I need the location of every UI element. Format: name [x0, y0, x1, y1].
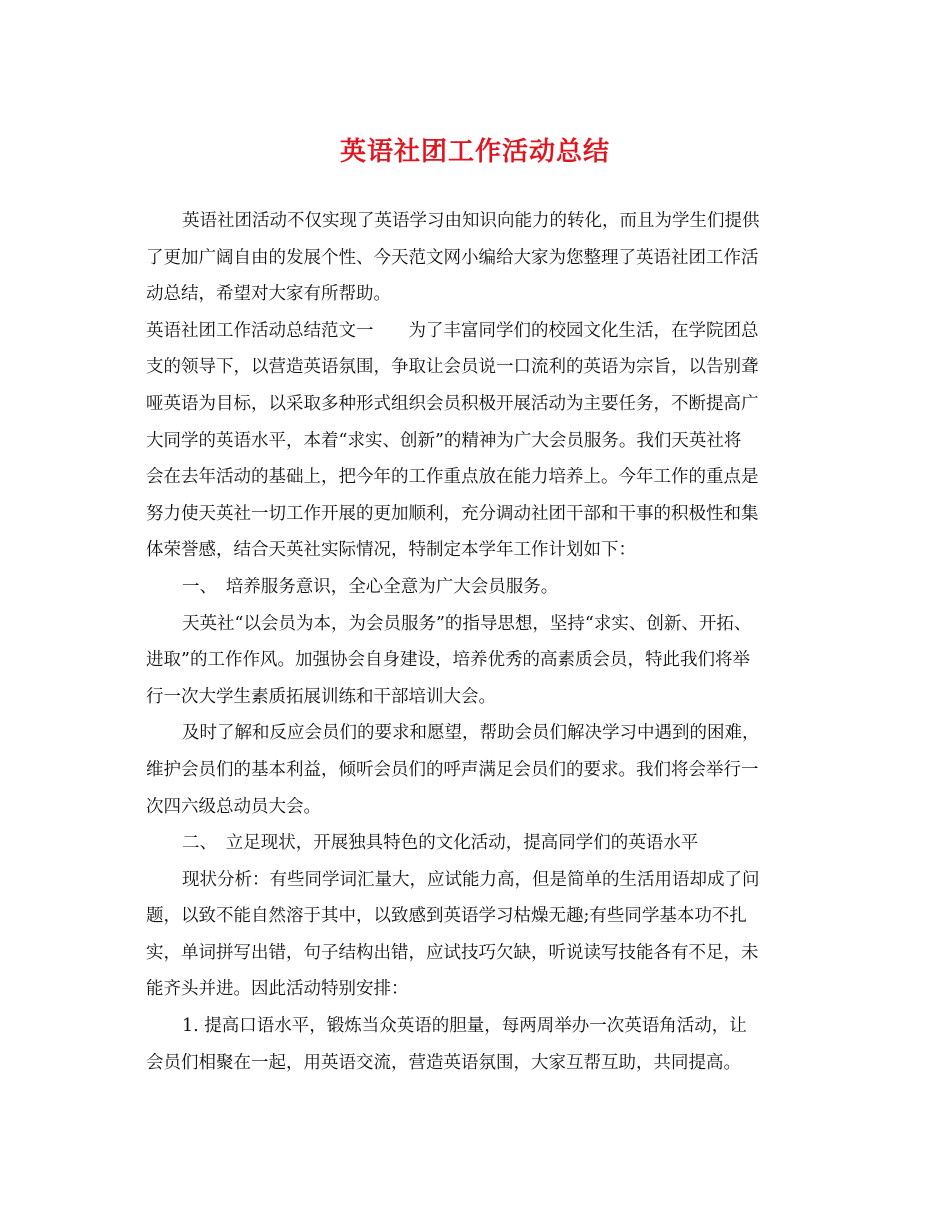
text-line: 题，以致不能自然溶于其中，以致感到英语学习枯燥无趣;有些同学基本功不扎 [146, 906, 747, 927]
text-line: 动总结，希望对大家有所帮助。 [146, 284, 391, 305]
text-line: 现状分析：有些同学词汇量大，应试能力高，但是简单的生活用语却成了问 [182, 869, 760, 890]
text-line: 及时了解和反应会员们的要求和愿望，帮助会员们解决学习中遇到的困难， [182, 723, 760, 744]
text-line: 一、 培养服务意识，全心全意为广大会员服务。 [182, 576, 559, 597]
text-line: 努力使天英社一切工作开展的更加顺利，充分调动社团干部和干事的积极性和集 [146, 503, 759, 524]
document-title: 英语社团工作活动总结 [339, 137, 610, 167]
text-line: 实，单词拼写出错，句子结构出错，应试技巧欠缺，听说读写技能各有不足，未 [146, 942, 759, 963]
text-line: 1. 提高口语水平，锻炼当众英语的胆量，每两周举办一次英语角活动，让 [182, 1016, 747, 1037]
text-line: 维护会员们的基本利益，倾听会员们的呼声满足会员们的要求。我们将会举行一 [146, 759, 759, 780]
text-line: 了更加广阔自由的发展个性、今天范文网小编给大家为您整理了英语社团工作活 [146, 247, 759, 268]
text-line: 天英社“以会员为本，为会员服务”的指导思想，坚持“求实、创新、开拓、 [182, 613, 752, 634]
text-line: 二、 立足现状，开展独具特色的文化活动，提高同学们的英语水平 [182, 833, 699, 854]
text-line: 英语社团工作活动总结范文一 为了丰富同学们的校园文化生活，在学院团总 [146, 320, 759, 341]
text-line: 进取”的工作作风。加强协会自身建设，培养优秀的高素质会员，特此我们将举 [146, 650, 750, 671]
text-line: 会员们相聚在一起，用英语交流，营造英语氛围，大家互帮互助，共同提高。 [146, 1052, 741, 1073]
text-line: 支的领导下，以营造英语氛围，争取让会员说一口流利的英语为宗旨，以告别聋 [146, 357, 759, 378]
text-line: 会在去年活动的基础上，把今年的工作重点放在能力培养上。今年工作的重点是 [146, 467, 759, 488]
text-line: 体荣誉感，结合天英社实际情况，特制定本学年工作计划如下： [146, 540, 636, 561]
text-line: 行一次大学生素质拓展训练和干部培训大会。 [146, 686, 496, 707]
document-body [146, 203, 810, 1081]
text-line: 能齐头并进。因此活动特别安排： [146, 979, 409, 1000]
text-line: 英语社团活动不仅实现了英语学习由知识向能力的转化，而且为学生们提供 [182, 211, 760, 231]
text-line: 大同学的英语水平，本着“求实、创新”的精神为广大会员服务。我们天英社将 [146, 430, 742, 451]
text-line: 哑英语为目标，以采取多种形式组织会员积极开展活动为主要任务，不断提高广 [146, 393, 759, 414]
text-line: 次四六级总动员大会。 [146, 796, 321, 817]
